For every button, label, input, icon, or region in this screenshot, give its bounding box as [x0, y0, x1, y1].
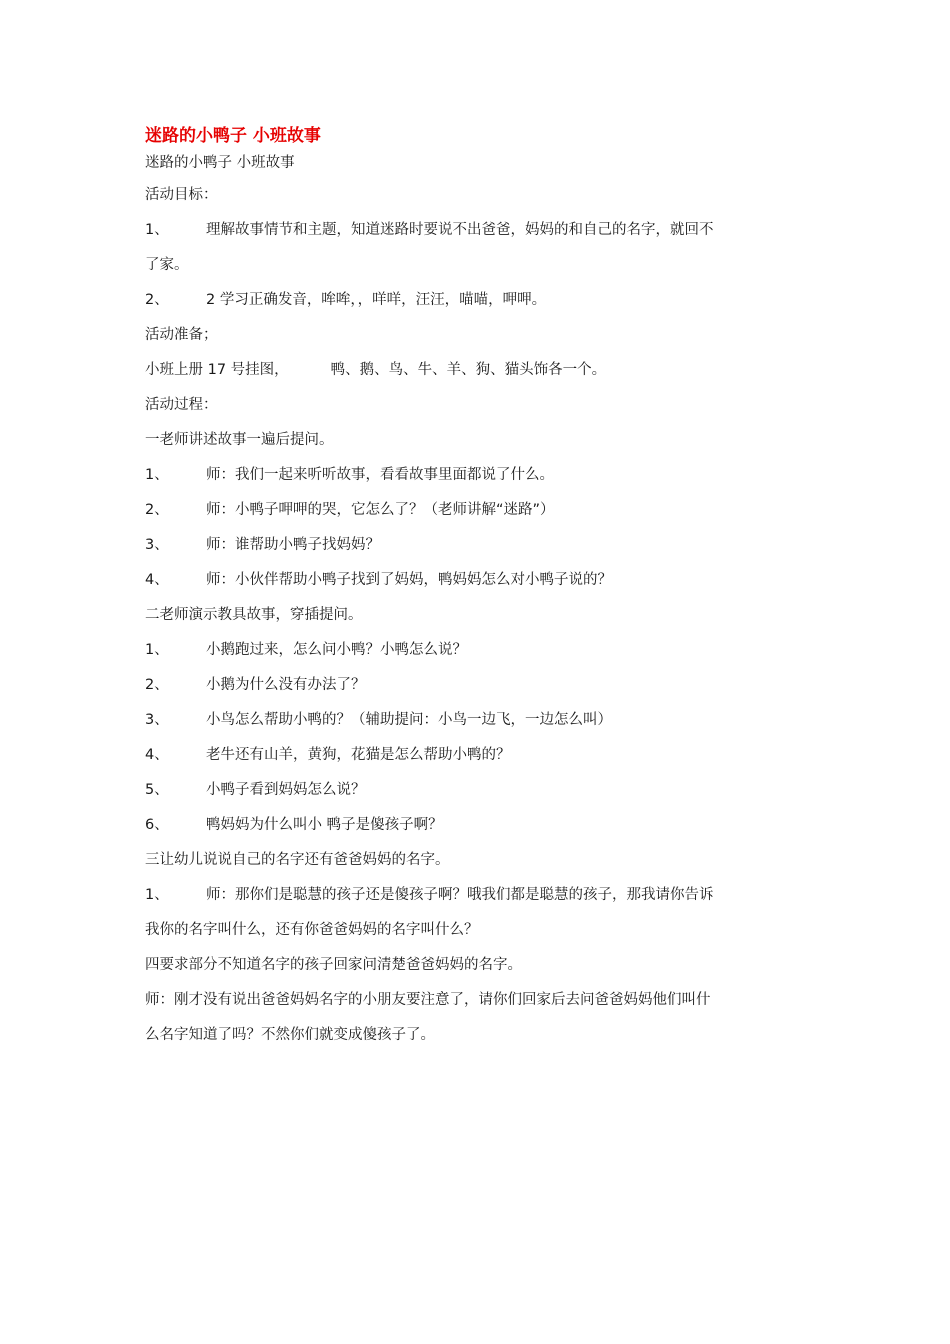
prep-heading: 活动准备；: [145, 327, 218, 343]
list-item-number: 4、: [145, 572, 169, 588]
list-item-number: 1、: [145, 467, 169, 483]
list-item: [145, 668, 815, 703]
goals-heading: 活动目标：: [145, 187, 218, 203]
list-item: [145, 878, 815, 913]
list-item: [145, 703, 815, 738]
goal-item-text: 理解故事情节和主题，知道迷路时要说不出爸爸，妈妈的和自己的名字，就回不: [206, 222, 714, 238]
list-item: [145, 563, 815, 598]
goal-item-2: [145, 283, 815, 318]
list-item-text: 师：我们一起来听听故事，看看故事里面都说了什么。: [206, 467, 554, 483]
list-item-number: 3、: [145, 537, 169, 553]
goal-item-text: 2 学习正确发音，哞哞，，咩咩，汪汪，喵喵，呷呷。: [206, 292, 547, 308]
list-item: [145, 738, 815, 773]
list-item-text: 师：那你们是聪慧的孩子还是傻孩子啊？哦我们都是聪慧的孩子，那我请你告诉: [206, 887, 714, 903]
part1-heading: 一老师讲述故事一遍后提问。: [145, 432, 334, 448]
list-item-number: 2、: [145, 502, 169, 518]
list-item: [145, 528, 815, 563]
list-item-number: 1、: [145, 642, 169, 658]
part4-text: 师：刚才没有说出爸爸妈妈名字的小朋友要注意了，请你们回家后去问爸爸妈妈他们叫什: [145, 992, 711, 1008]
part4-heading: 四要求部分不知道名字的孩子回家问清楚爸爸妈妈的名字。: [145, 957, 522, 973]
prep-text: [145, 353, 815, 388]
document-title: 迷路的小鸭子 小班故事: [145, 126, 321, 146]
list-item-text: 师：谁帮助小鸭子找妈妈？: [206, 537, 380, 553]
part4-text-continued: 么名字知道了吗？不然你们就变成傻孩子了。: [145, 1027, 435, 1043]
list-item: [145, 633, 815, 668]
list-item-text: 小鸟怎么帮助小鸭的？（辅助提问：小鸟一边飞，一边怎么叫）: [206, 712, 612, 728]
goal-item-number: 2、: [145, 292, 169, 308]
list-item-continued: 我你的名字叫什么，还有你爸爸妈妈的名字叫什么？: [145, 922, 479, 938]
list-item-text: 鸭妈妈为什么叫小 鸭子是傻孩子啊？: [206, 817, 443, 833]
prep-text-a: 小班上册 17 号挂图，: [145, 362, 289, 378]
document-subtitle: 迷路的小鸭子 小班故事: [145, 155, 295, 171]
list-item-text: 小鹅为什么没有办法了？: [206, 677, 366, 693]
prep-text-b: 鸭、鹅、鸟、牛、羊、狗、猫头饰各一个。: [330, 362, 607, 378]
list-item: [145, 493, 815, 528]
list-item-number: 3、: [145, 712, 169, 728]
list-item-text: 师：小鸭子呷呷的哭，它怎么了？（老师讲解“迷路”）: [206, 502, 555, 518]
list-item: [145, 808, 815, 843]
list-item-text: 老牛还有山羊，黄狗，花猫是怎么帮助小鸭的？: [206, 747, 511, 763]
document-page: [145, 124, 815, 1053]
list-item-number: 5、: [145, 782, 169, 798]
process-heading: 活动过程：: [145, 397, 218, 413]
goal-item-1: [145, 213, 815, 248]
list-item-number: 4、: [145, 747, 169, 763]
list-item-number: 1、: [145, 887, 169, 903]
part2-heading: 二老师演示教具故事，穿插提问。: [145, 607, 363, 623]
list-item-number: 2、: [145, 677, 169, 693]
part3-heading: 三让幼儿说说自己的名字还有爸爸妈妈的名字。: [145, 852, 450, 868]
list-item-text: 师：小伙伴帮助小鸭子找到了妈妈，鸭妈妈怎么对小鸭子说的？: [206, 572, 612, 588]
list-item-text: 小鸭子看到妈妈怎么说？: [206, 782, 366, 798]
goal-item-1-continued: 了家。: [145, 257, 189, 273]
list-item: [145, 458, 815, 493]
list-item-number: 6、: [145, 817, 169, 833]
list-item-text: 小鹅跑过来，怎么问小鸭？小鸭怎么说？: [206, 642, 467, 658]
list-item: [145, 773, 815, 808]
goal-item-number: 1、: [145, 222, 169, 238]
